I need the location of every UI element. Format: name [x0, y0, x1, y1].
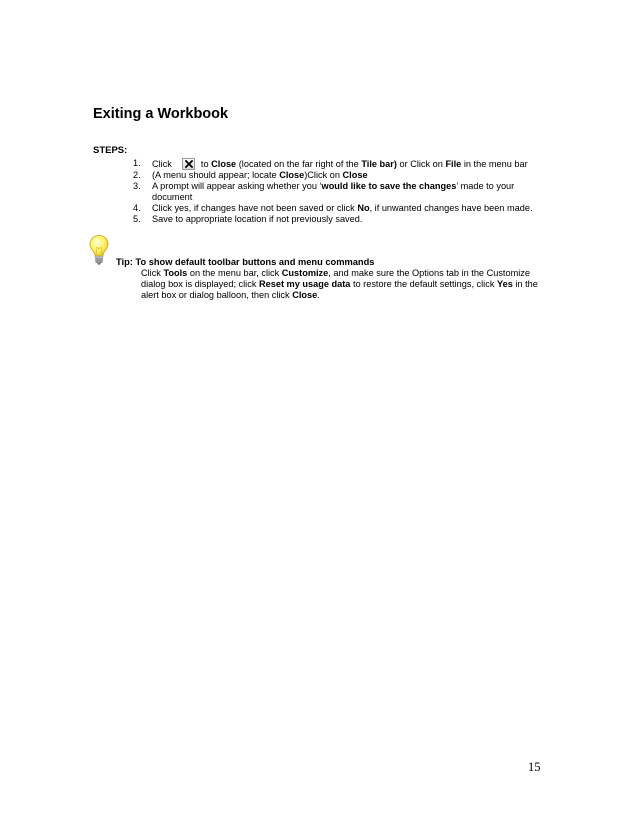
step-number: 3. [133, 181, 141, 191]
tip-text: on the menu bar, click [189, 268, 280, 278]
steps-list [133, 158, 553, 225]
step-text: ’ made to your document [152, 181, 515, 202]
list-item-step-5 [133, 214, 553, 225]
tip-text: . [317, 290, 320, 300]
tip-bold-text: Yes [496, 279, 513, 289]
step-number: 2. [133, 170, 141, 180]
tip-text: Click [141, 268, 161, 278]
step-bold-text: No [357, 203, 370, 213]
step-number: 4. [133, 203, 141, 213]
close-x-icon [182, 158, 195, 170]
tip-bold-text: Close [292, 290, 318, 300]
step-text: (located on the far right of the [238, 159, 359, 169]
tip-text: to restore the default settings, click [352, 279, 495, 289]
list-item-step-4 [133, 203, 553, 214]
step-number: 5. [133, 214, 141, 224]
page-title: Exiting a Workbook [93, 106, 229, 122]
step-bold-text: Close [279, 170, 305, 180]
step-text: A prompt will appear asking whether you ‘ [152, 181, 322, 191]
tip-bold-text: Customize [281, 268, 329, 278]
step-text: )Click on [304, 170, 340, 180]
step-text: in the menu bar [463, 159, 528, 169]
step-text: to [200, 159, 209, 169]
list-item-step-2 [133, 170, 553, 181]
step-text: , if unwanted changes have been made. [369, 203, 533, 213]
page-number: 15 [528, 760, 541, 774]
step-bold-text: Tile bar) [361, 159, 397, 169]
list-item-step-1 [133, 158, 553, 170]
step-text: Save to appropriate location if not previously saved. [152, 214, 363, 224]
step-bold-text: would like to save the changes [321, 181, 457, 191]
tip-bold-text: Reset my usage data [258, 279, 351, 289]
steps-label: STEPS: [93, 145, 128, 156]
list-item-step-3 [133, 181, 553, 203]
step-bold-text: File [445, 159, 462, 169]
tip-text: in the alert box or dialog balloon, then click [141, 279, 538, 300]
step-bold-text: Close [211, 159, 237, 169]
step-text: or Click on [399, 159, 443, 169]
tip-heading: Tip: To show default toolbar buttons and menu commands [116, 257, 375, 267]
step-text: Click yes, if changes have not been saved or click [152, 203, 355, 213]
tip-bold-text: Tools [163, 268, 188, 278]
step-bold-text: Close [342, 170, 368, 180]
tip-text: , and make sure the Options tab in the Customize dialog box is displayed; click [141, 268, 530, 289]
step-number: 1. [133, 158, 141, 168]
lightbulb-icon [88, 234, 110, 266]
step-text: Click [152, 159, 172, 169]
tip-body [141, 268, 546, 301]
step-text: (A menu should appear; locate [152, 170, 277, 180]
